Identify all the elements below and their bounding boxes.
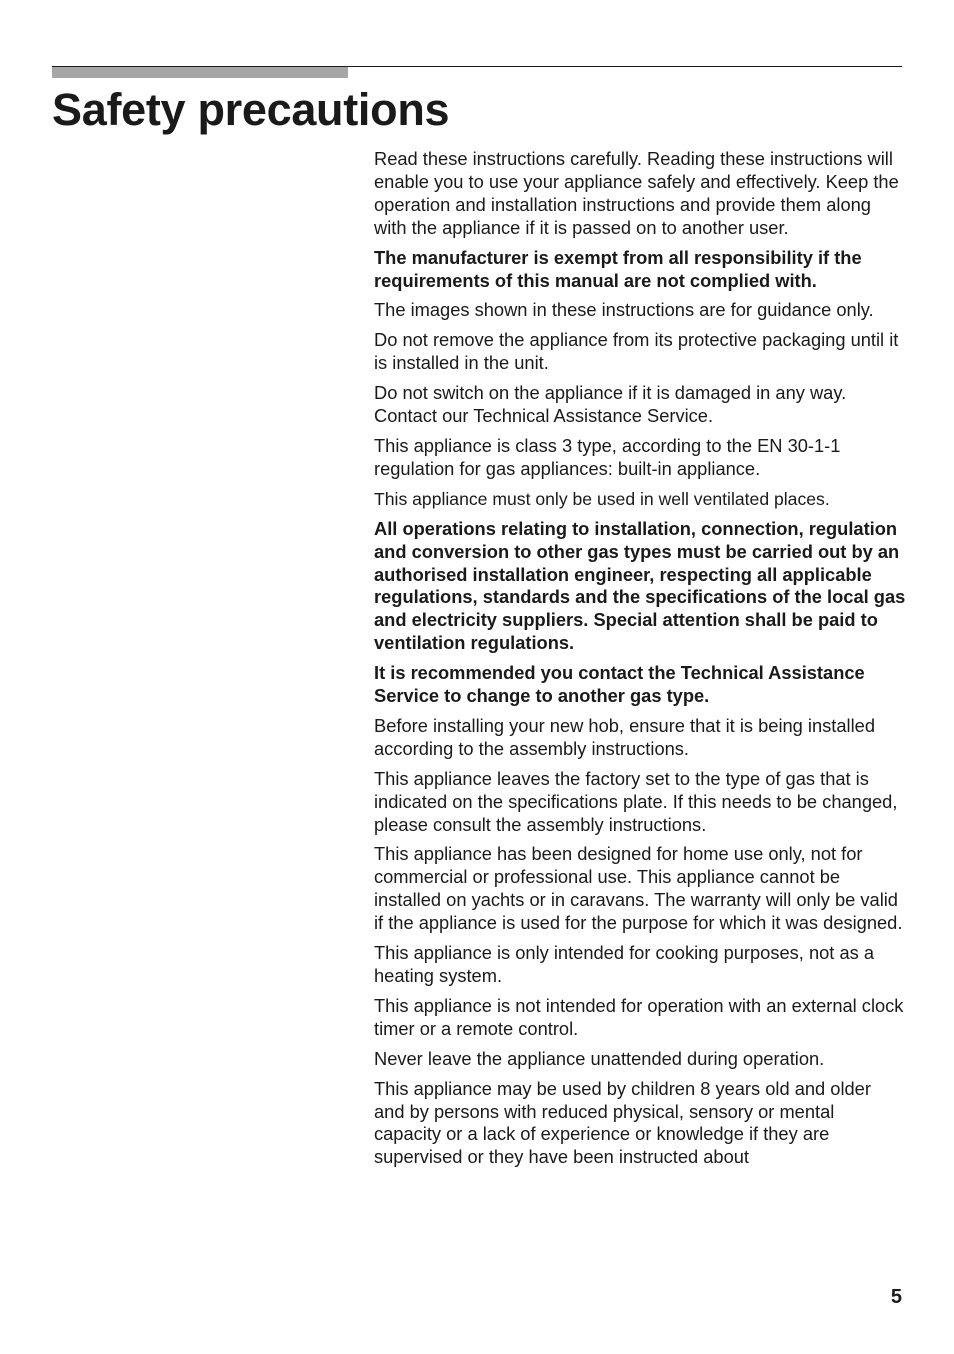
paragraph-manufacturer-exempt: The manufacturer is exempt from all responsibility if the requirements of this manual are not complied with.: [374, 246, 862, 291]
paragraph-ventilated: This appliance must only be used in well ventilated places.: [374, 488, 830, 509]
paragraph-factory-gas: This appliance leaves the factory set to the type of gas that is indicated on the specifications plate. If this needs to be changed, please consult the assembly instructions.: [374, 767, 898, 835]
header-accent-bar: [52, 67, 348, 78]
paragraph-packaging: Do not remove the appliance from its protective packaging until it is installed in the unit.: [374, 329, 899, 374]
paragraph-unattended: Never leave the appliance unattended during operation.: [374, 1047, 825, 1069]
page-number: 5: [890, 1286, 902, 1308]
body-text-column: [374, 148, 906, 1176]
paragraph-cooking-only: This appliance is only intended for cooking purposes, not as a heating system.: [374, 942, 874, 986]
paragraph-gas-conversion: It is recommended you contact the Technical Assistance Service to change to another gas type.: [374, 662, 865, 707]
paragraph-damaged: Do not switch on the appliance if it is damaged in any way. Contact our Technical Assistance Service.: [374, 382, 847, 427]
paragraph-children: This appliance may be used by children 8 years old and older and by persons with reduced physical, sensory or mental capacity or a lack of experience or knowledge if they are supervised or they have been instructed about: [374, 1077, 871, 1168]
paragraph-installation-engineer: All operations relating to installation, connection, regulation and conversion to other gas types must be carried out by an authorised installation engineer, respecting all applicable regulations, standards and the specifications of the local gas and electricity suppliers. Special attention shall be paid to ventilation regulations.: [374, 517, 906, 654]
page-title: Safety precautions: [52, 84, 450, 135]
paragraph-timer: This appliance is not intended for operation with an external clock timer or a remote control.: [374, 994, 904, 1039]
paragraph-images-guidance: The images shown in these instructions are for guidance only.: [374, 299, 874, 321]
paragraph-assembly: Before installing your new hob, ensure that it is being installed according to the assembly instructions.: [374, 714, 876, 759]
paragraph-intro: Read these instructions carefully. Reading these instructions will enable you to use your appliance safely and effectively. Keep the operation and installation instructions and provide them along with the appliance if it is passed on to another user.: [374, 148, 899, 238]
paragraph-class-type: This appliance is class 3 type, according to the EN 30-1-1 regulation for gas appliances: built-in appliance.: [374, 434, 841, 479]
paragraph-home-use: This appliance has been designed for home use only, not for commercial or professional use. This appliance cannot be installed on yachts or in caravans. The warranty will only be valid if the appliance is used for the purpose for which it was designed.: [374, 843, 903, 934]
